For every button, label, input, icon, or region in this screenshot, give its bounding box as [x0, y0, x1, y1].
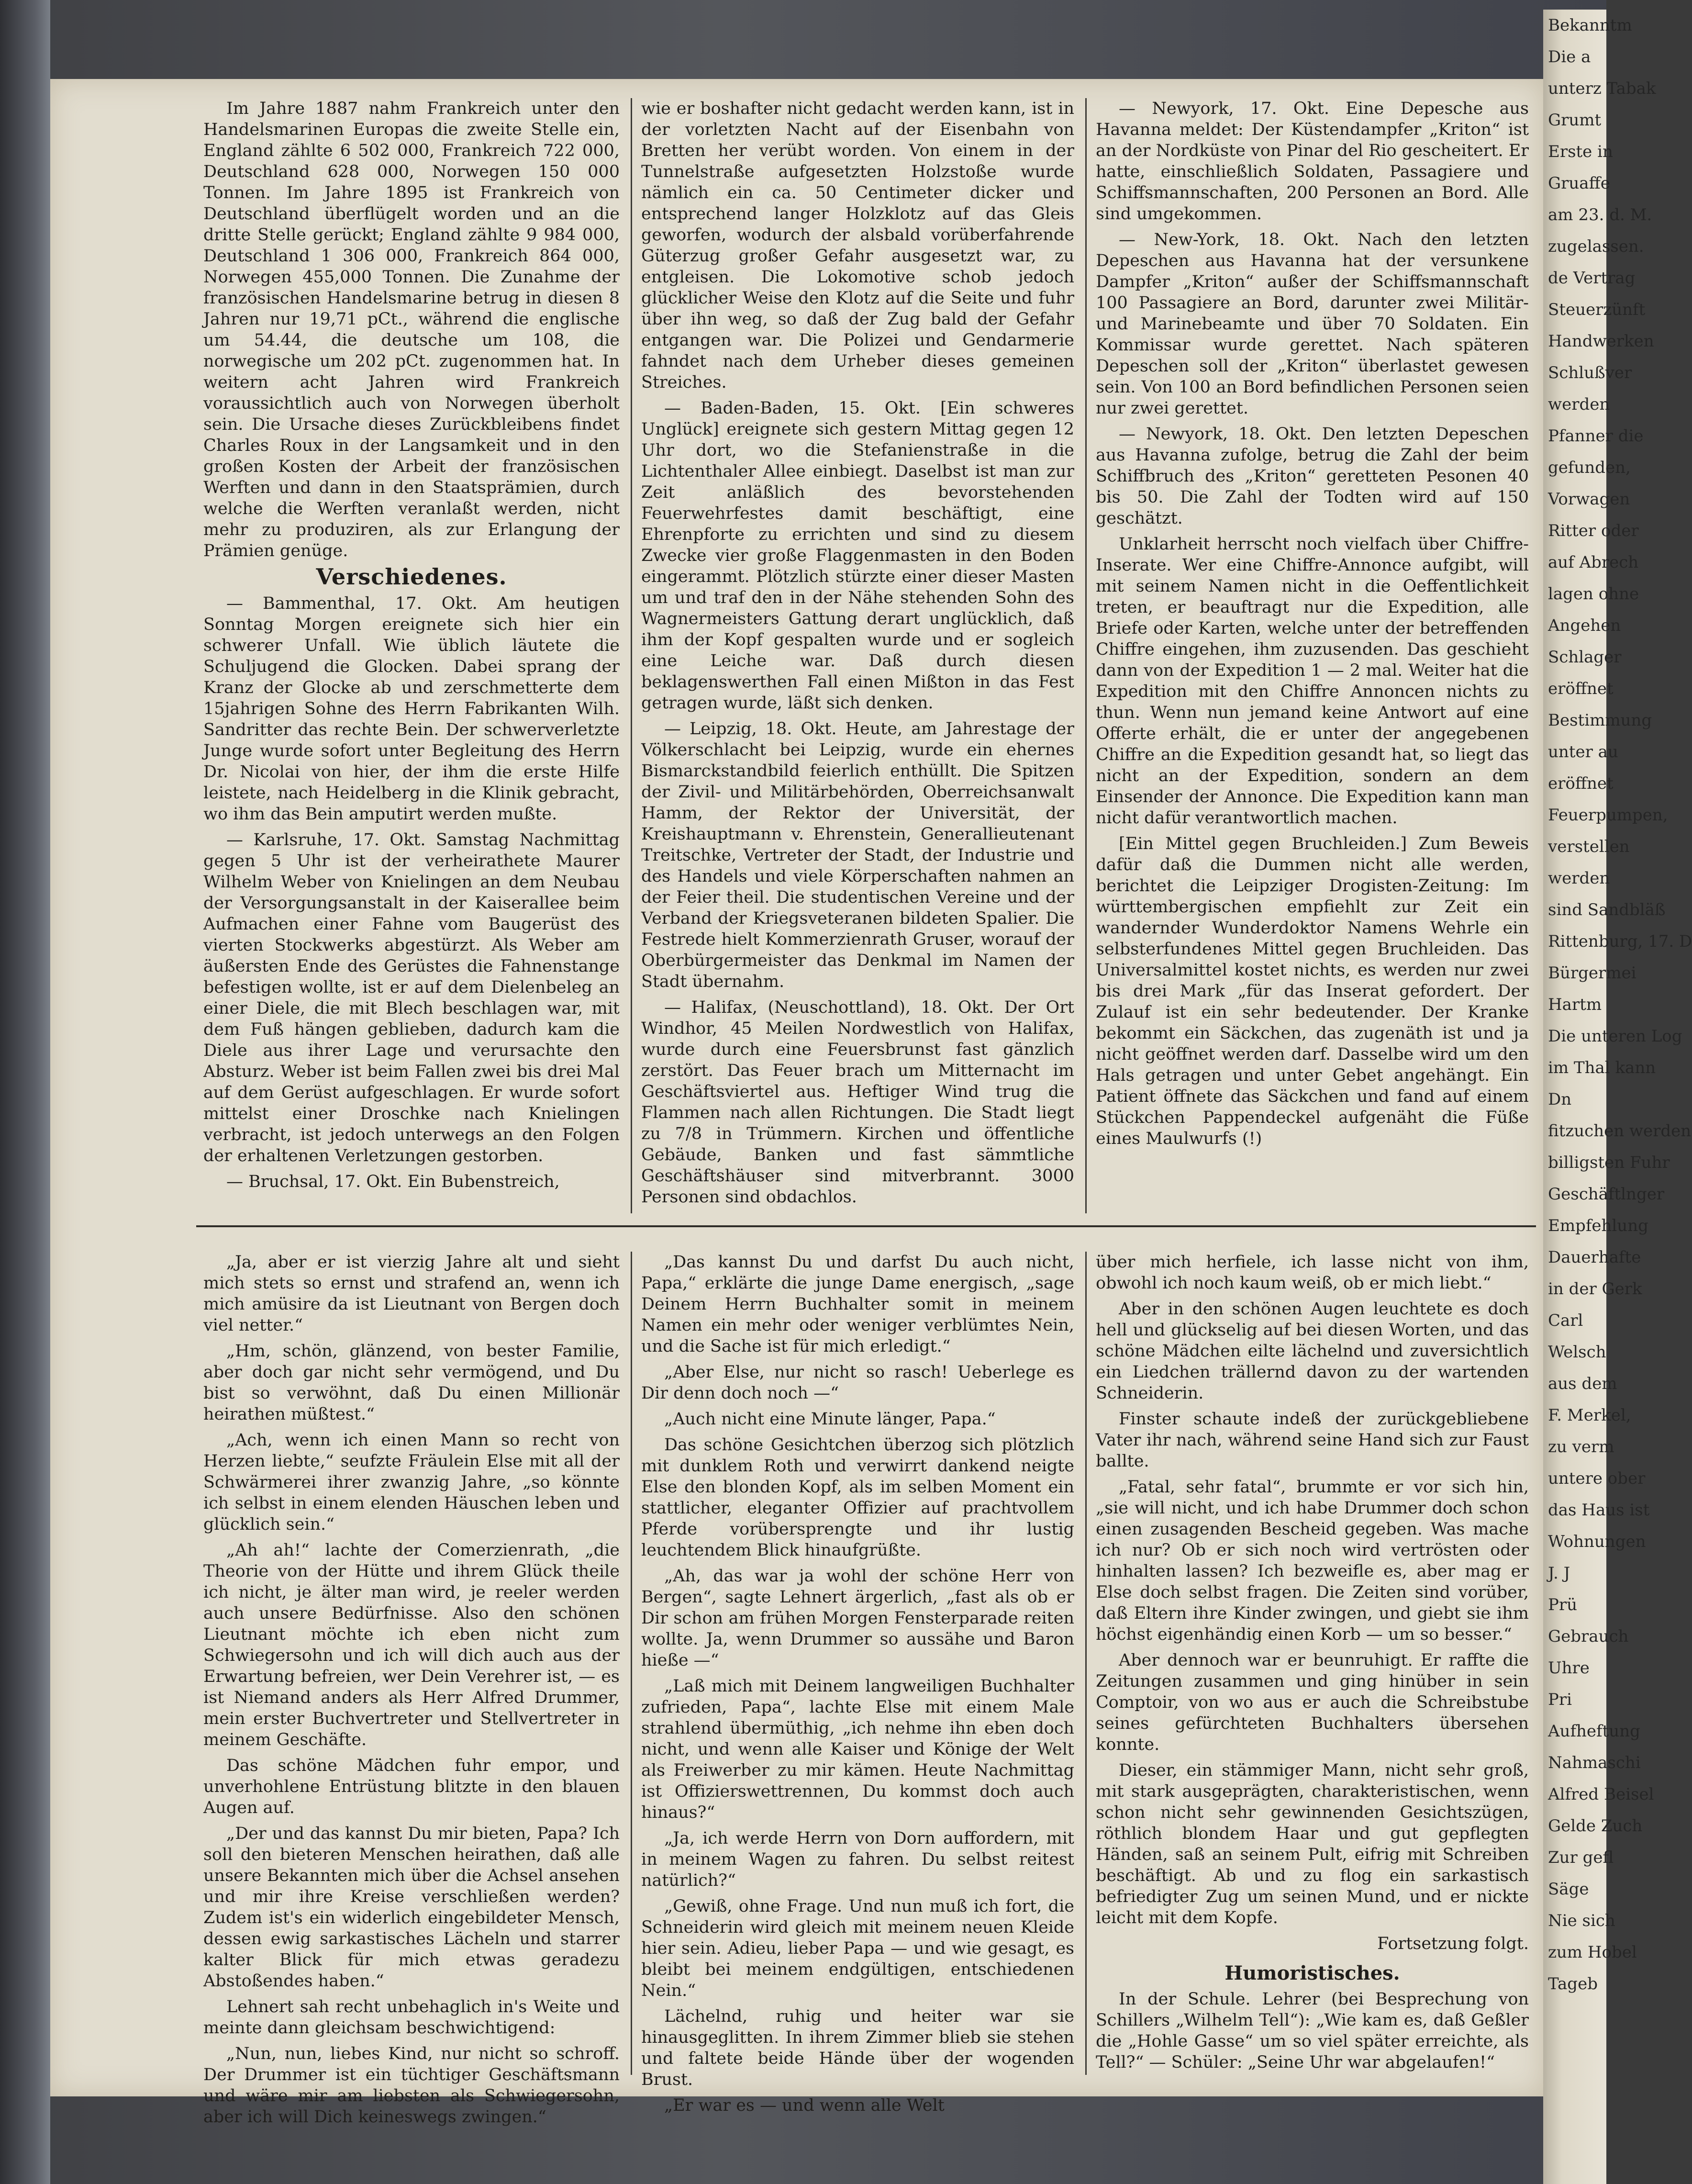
edge-fragment: Uhre [1548, 1658, 1590, 1678]
edge-fragment: Pri [1548, 1690, 1572, 1709]
story-paragraph: „Ja, aber er ist vierzig Jahre alt und sieht mich stets so ernst und strafend an, wenn ich mich amüsire da ist Lieutnant von Bergen doch viel netter.“ [203, 1253, 620, 1335]
edge-fragment: Steuerzünft [1548, 300, 1646, 319]
edge-fragment: Schlußver [1548, 363, 1632, 382]
edge-fragment: unter au [1548, 742, 1618, 762]
story-paragraph: Aber in den schönen Augen leuchtete es doch hell und glückselig auf bei diesen Worten, und das schöne Mädchen eilte lächelnd und zuversichtlich ein Liedchen trällernd davon zu der wartenden Schneiderin. [1096, 1299, 1529, 1403]
news-item: — New-York, 18. Okt. Nach den letzten Depeschen aus Havanna hat der versunkene Dampfer „Kriton“ außer der Schiffsmannschaft 100 Passagiere an Bord, darunter zwei Militär- und Marinebeamte und über 70 Soldaten. Ein Kommissar wurde gerettet. Nach späteren Depeschen soll der „Kriton“ überlastet gewesen sein. Von 100 an Bord befindlichen Personen seien nur zwei gerettet. [1096, 230, 1529, 418]
edge-fragment: zugelassen. [1548, 237, 1644, 256]
edge-fragment: Pfanner die [1548, 426, 1644, 446]
edge-fragment: eröffnet [1548, 679, 1614, 698]
edge-fragment: Bekanntm [1548, 16, 1632, 35]
story-paragraph: Lächelnd, ruhig und heiter war sie hinausgeglitten. In ihrem Zimmer blieb sie stehen und faltete beide Hände über der wogenden Brust. [641, 2007, 1074, 2089]
edge-fragment-list [1543, 10, 1692, 2000]
story-paragraph: „Nun, nun, liebes Kind, nur nicht so schroff. Der Drummer ist ein tüchtiger Geschäftsmann und wäre mir am liebsten als Schwiegersohn, aber ich will Dich keineswegs zwingen.“ [203, 2044, 620, 2127]
edge-fragment: im Thal kann [1548, 1058, 1656, 1077]
news-item: — Karlsruhe, 17. Okt. Samstag Nachmittag gegen 5 Uhr ist der verheirathete Maurer Wilhelm Weber von Knielingen an dem Neubau der Versorgungsanstalt in der Kaiserallee beim Aufmachen einer Fahne vom Baugerüst des vierten Stockwerks abgestürzt. Als Weber am äußersten Ende des Gerüstes die Fahnenstange befestigen wollte, ist er auf dem Dielenbeleg an einer Diele, die mit Blech beschlagen war, mit dem Fuß hängen geblieben, dadurch kam die Diele aus ihrer Lage und verursachte den Absturz. Weber ist beim Fallen zwei bis drei Mal auf dem Gerüst aufgeschlagen. Er wurde sofort mittelst einer Droschke nach Knielingen verbracht, ist jedoch unterwegs an den Folgen der erhaltenen Verletzungen gestorben. [203, 830, 620, 1165]
edge-fragment: in der Gerk [1548, 1279, 1642, 1299]
story-paragraph: Aber dennoch war er beunruhigt. Er raffte die Zeitungen zusammen und ging hinüber in sein Comptoir, von wo aus er auch die Schreibstube seines gefürchteten Buchhalters übersehen konnte. [1096, 1651, 1529, 1754]
edge-fragment: Welsch [1548, 1343, 1606, 1362]
edge-fragment: Die a [1548, 47, 1591, 67]
edge-fragment: Vorwagen [1548, 490, 1630, 509]
edge-fragment: zu verm [1548, 1437, 1614, 1456]
edge-fragment: Tageb [1548, 1974, 1598, 1994]
news-item: — Bammenthal, 17. Okt. Am heutigen Sonntag Morgen ereignete sich hier ein schwerer Unfall. Wie üblich läutete die Schuljugend die Glocken. Dabei sprang der Kranz der Glocke ab und zerschmetterte dem 15jahrigen Sohne des Herrn Fabrikanten Wilh. Sandritter das rechte Bein. Der schwerverletzte Junge wurde sofort unter Begleitung des Herrn Dr. Nicolai von hier, der ihm die erste Hilfe leistete, nach Heidelberg in die Klinik gebracht, wo ihm das Bein amputirt werden mußte. [203, 594, 620, 824]
edge-fragment: Geschäftlnger [1548, 1185, 1665, 1204]
edge-fragment: Aufheftung [1548, 1722, 1640, 1741]
edge-fragment: untere ober [1548, 1469, 1646, 1488]
edge-fragment: F. Merkel, [1548, 1406, 1631, 1425]
story-paragraph: Das schöne Gesichtchen überzog sich plötzlich mit dunklem Roth und verwirrt dankend neigte Else den blonden Kopf, als im selben Moment ein stattlicher, eleganter Offizier auf prachtvollem Pferde vorübersprengte und ihr lustig leuchtendem Blick hinaufgrüßte. [641, 1435, 1074, 1560]
column-rule-4 [1085, 1252, 1087, 2075]
edge-fragment: fitzuchen werden [1548, 1121, 1692, 1141]
story-paragraph: „Der und das kannst Du mir bieten, Papa? Ich soll den bieteren Menschen heirathen, daß alle unsere Bekannten mich über die Achsel ansehen und mir ihre Kreise verschließen werden? Zudem ist's ein widerlich eingebildeter Mensch, dessen ewig sarkastisches Lächeln und starrer kalter Blick für mich etwas geradezu Abstoßendes haben.“ [203, 1824, 620, 1991]
edge-fragment: Gebrauch [1548, 1627, 1629, 1646]
column-1 [203, 98, 620, 1218]
column-rule-1 [631, 98, 632, 1213]
news-item: wie er boshafter nicht gedacht werden kann, ist in der vorletzten Nacht auf der Eisenbahn von Bretten her verübt worden. Von einem in der Tunnelstraße aufgesetzten Holzstoße wurde nämlich ein ca. 50 Centimeter dicker und entsprechend langer Holzklotz auf das Gleis geworfen, wodurch der alsbald vorüberfahrende Güterzug großer Gefahr ausgesetzt war, zu entgleisen. Die Lokomotive schob jedoch glücklicher Weise den Klotz auf die Seite und fuhr über ihn weg, so daß der Zug bald der Gefahr entgangen war. Die Polizei und Gendarmerie fahndet nach dem Urheber dieses gemeinen Streiches. [641, 99, 1074, 392]
story-paragraph: Lehnert sah recht unbehaglich in's Weite und meinte dann gleichsam beschwichtigend: [203, 1997, 620, 2038]
edge-fragment: Bürgermei [1548, 963, 1636, 983]
edge-fragment: werden [1548, 869, 1610, 888]
story-paragraph: „Gewiß, ohne Frage. Und nun muß ich fort, die Schneiderin wird gleich mit meinem neuen Kleide hier sein. Adieu, lieber Papa — und wie gesagt, es bleibt bei meinem endgültigen, entschiedenen Nein.“ [641, 1897, 1074, 2000]
story-paragraph: „Ah ah!“ lachte der Comerzienrath, „die Theorie von der Hütte und ihrem Glück theile ich nicht, je älter man wird, je reeler werden auch unsere Bedürfnisse. Also den schönen Lieutnant möchte ich eben nicht zum Schwiegersohn und ich will dich auch aus der Erwartung befreien, wer Dein Verehrer ist, — es ist Niemand anders als Herr Alfred Drummer, mein erster Buchvertreter und Stellvertreter in meinem Geschäfte. [203, 1541, 620, 1749]
edge-fragment: Zur gefl [1548, 1848, 1614, 1867]
story-paragraph: „Er war es — und wenn alle Welt [664, 2096, 945, 2115]
edge-fragment: Gruaffe [1548, 174, 1610, 193]
edge-fragment: Nahmaschi [1548, 1753, 1641, 1772]
news-item: — Bruchsal, 17. Okt. Ein Bubenstreich, [226, 1172, 560, 1191]
edge-fragment: Feuerpumpen, [1548, 806, 1668, 825]
story-paragraph: „Ja, ich werde Herrn von Dorn auffordern, mit in meinem Wagen zu fahren. Du selbst reitest natürlich?“ [641, 1829, 1074, 1890]
column-5 [641, 1252, 1074, 2115]
edge-fragment: das Haus ist [1548, 1501, 1650, 1520]
story-paragraph: „Ach, wenn ich einen Mann so recht von Herzen liebte,“ seufzte Fräulein Else mit all der Schwärmerei ihrer zwanzig Jahre, „so könnte ich selbst in einem elenden Häuschen leben und glücklich sein.“ [203, 1431, 620, 1534]
edge-fragment: Säge [1548, 1880, 1589, 1899]
binding-board [0, 0, 50, 2184]
news-item: — Halifax, (Neuschottland), 18. Okt. Der Ort Windhor, 45 Meilen Nordwestlich von Halifax, wurde durch eine Feuersbrunst fast gänzlich zerstört. Das Feuer brach um Mitternacht im Geschäftsviertel aus. Heftiger Wind trug die Flammen nach allen Richtungen. Die Stadt liegt zu 7/8 in Trümmern. Kirchen und öffentliche Gebäude, Banken und fast sämmtliche Geschäftshäuser sind mitverbrannt. 3000 Personen sind obdachlos. [641, 998, 1074, 1207]
edge-fragment: Alfred Beisel [1548, 1785, 1654, 1804]
continued-note: Fortsetzung folgt. [1377, 1934, 1529, 1953]
edge-fragment: Dauerhafte [1548, 1248, 1641, 1267]
news-item: Unklarheit herrscht noch vielfach über Chiffre-Inserate. Wer eine Chiffre-Annonce aufgibt, will mit seinem Namen nicht in die Oeffentlichkeit treten, er beauftragt nur die Expedition, alle Briefe oder Karten, welche unter der betreffenden Chiffre eingehen, ihm zuzusenden. Das geschieht dann von der Expedition 1 — 2 mal. Weiter hat die Expedition mit den Chiffre Annoncen nichts zu thun. Wenn nun jemand keine Antwort auf eine Offerte erhält, die er unter der angegebenen Chiffre an die Expedition gesandt hat, so liegt das nicht an der Expedition, sondern an dem Einsender der Annonce. Die Expedition kann man nicht dafür verantwortlich machen. [1096, 535, 1529, 828]
edge-fragment: eröffnet [1548, 774, 1614, 793]
joke-paragraph: In der Schule. Lehrer (bei Besprechung von Schillers „Wilhelm Tell“): „Wie kam es, daß Geßler die „Hohle Gasse“ um so viel später erreichte, als Tell?“ — Schüler: „Seine Uhr war abgelaufen!“ [1096, 1990, 1529, 2072]
edge-fragment: lagen ohne [1548, 584, 1639, 604]
edge-fragment: gefunden, [1548, 458, 1631, 477]
edge-fragment: Erste in [1548, 142, 1613, 161]
story-paragraph: „Aber Else, nur nicht so rasch! Ueberlege es Dir denn doch noch —“ [641, 1363, 1074, 1403]
edge-fragment: Empfehlung [1548, 1216, 1648, 1235]
story-paragraph: Dieser, ein stämmiger Mann, nicht sehr groß, mit stark ausgeprägten, charakteristischen, wenn schon nicht sehr gewinnenden Gesichtszügen, röthlich blondem Haar und gut gepflegten Händen, saß an seinem Pult, eifrig mit Schreiben beschäftigt. Ab und zu flog ein sarkastisch befriedigter Zug um seinen Mund, und er nickte leicht mit dem Kopfe. [1096, 1761, 1529, 1927]
edge-fragment: Carl [1548, 1311, 1583, 1330]
edge-fragment: Handwerken [1548, 332, 1654, 351]
edge-fragment: Bestimmung [1548, 711, 1652, 730]
edge-fragment: Wohnungen [1548, 1532, 1646, 1551]
column-3 [1096, 98, 1529, 1218]
news-item: — Baden-Baden, 15. Okt. [Ein schweres Unglück] ereignete sich gestern Mittag gegen 12 Uhr dort, wo die Stefanienstraße in die Lichtenthaler Allee einbiegt. Daselbst ist man zur Zeit anläßlich des bevorstehenden Feuerwehrfestes damit beschäftigt, eine Ehrenpforte zu errichten und sind zu diesem Zwecke vier große Flaggenmasten in den Boden eingerammt. Plötzlich stürzte einer dieser Masten um und traf den in der Nähe stehenden Sohn des Wagnermeisters Gattung derart unglücklich, daß ihm der Kopf gespalten wurde und er sogleich eine Leiche war. Daß durch diesen beklagenswerthen Fall einen Mißton in das Fest getragen wurde, läßt sich denken. [641, 399, 1074, 713]
story-paragraph: „Hm, schön, glänzend, von bester Familie, aber doch gar nicht sehr vermögend, und Du bist so verwöhnt, daß Du einen Millionär heirathen müßtest.“ [203, 1342, 620, 1424]
edge-fragment: werden [1548, 395, 1610, 414]
column-4 [203, 1252, 620, 2127]
edge-fragment: Grumt [1548, 111, 1602, 130]
edge-fragment: billigsten Fuhr [1548, 1153, 1670, 1172]
edge-fragment: verstellen [1548, 837, 1630, 856]
column-6 [1096, 1252, 1529, 2080]
edge-fragment: Rittenburg, 17. D [1548, 932, 1692, 951]
edge-fragment: am 23. d. M. [1548, 205, 1652, 224]
edge-fragment: Hartm [1548, 995, 1602, 1014]
column-rule-3 [631, 1252, 632, 2075]
edge-fragment: Dn [1548, 1090, 1572, 1109]
edge-fragment: Ritter oder [1548, 521, 1639, 540]
story-paragraph: über mich herfiele, ich lasse nicht von ihm, obwohl ich noch kaum weiß, ob er mich liebt.“ [1096, 1253, 1529, 1293]
edge-fragment: Schlager [1548, 648, 1622, 667]
news-item: — Leipzig, 18. Okt. Heute, am Jahrestage der Völkerschlacht bei Leipzig, wurde ein ehernes Bismarckstandbild feierlich enthüllt. Die Spitzen der Zivil- und Militärbehörden, Oberreichsanwalt Hamm, der Rektor der Universität, der Kreishauptmann v. Ehrenstein, Generallieutenant Treitschke, Vertreter der Stadt, der Industrie und des Handels und viele Körperschaften nahmen an der Feier theil. Die studentischen Vereine und der Verband der Kriegsveteranen bildeten Spalier. Die Festrede hielt Kommerzienrath Gruser, worauf der Oberbürgermeister das Denkmal im Namen der Stadt übernahm. [641, 719, 1074, 991]
story-paragraph: „Laß mich mit Deinem langweiligen Buchhalter zufrieden, Papa“, lachte Else mit einem Male strahlend übermüthig, „ich nehme ihn eben doch nicht, und wenn alle Kaiser und Könige der Welt als Freiwerber zu mir kämen. Heute Nachmittag ist Offizierswettrennen, Du kommst doch auch hinaus?“ [641, 1677, 1074, 1822]
column-2 [641, 98, 1074, 1218]
edge-fragment: zum Hobel [1548, 1943, 1637, 1962]
edge-fragment: de Vertrag [1548, 269, 1636, 288]
edge-fragment: sind Sandbläß [1548, 900, 1666, 919]
news-item: — Newyork, 17. Okt. Eine Depesche aus Havanna meldet: Der Küstendampfer „Kriton“ ist an der Nordküste von Pinar del Rio gescheitert. Er hatte, einschließlich Soldaten, Passagiere und Schiffsmannschaften, 200 Personen an Bord. Alle sind umgekommen. [1096, 99, 1529, 224]
edge-fragment: Nie sich [1548, 1911, 1615, 1930]
column-rule-2 [1085, 98, 1087, 1213]
section-title-verschiedenes: Verschiedenes. [316, 564, 507, 590]
edge-fragment: aus dem [1548, 1374, 1617, 1393]
edge-fragment: unterz Tabak [1548, 79, 1656, 98]
story-paragraph: Finster schaute indeß der zurückgebliebene Vater ihr nach, während seine Hand sich zur Faust ballte. [1096, 1410, 1529, 1471]
story-paragraph: „Fatal, sehr fatal“, brummte er vor sich hin, „sie will nicht, und ich habe Drummer doch schon einen zusagenden Bescheid gegeben. Was mache ich nur? Ob er sich noch wird vertrösten oder hinhalten lassen? Ich bezweifle es, aber mag er Else doch selbst fragen. Die Zeiten sind vorüber, daß Eltern ihre Kinder zwingen, und giebt sie ihm höchst eigenhändig einen Korb — um so besser.“ [1096, 1478, 1529, 1644]
next-page-edge [1543, 10, 1692, 2184]
section-title-humoristisches: Humoristisches. [1224, 1962, 1400, 1984]
story-paragraph: „Das kannst Du und darfst Du auch nicht, Papa,“ erklärte die junge Dame energisch, „sage Deinem Herrn Buchhalter somit in meinem Namen ein mehr oder weniger verblümtes Nein, und die Sache ist für mich erledigt.“ [641, 1253, 1074, 1356]
news-item: [Ein Mittel gegen Bruchleiden.] Zum Beweis dafür daß die Dummen nicht alle werden, berichtet die Leipziger Drogisten-Zeitung: Im württembergischen empfiehlt zur Zeit ein wandernder Wunderdoktor Namens Wehrle ein selbsterfundenes Mittel gegen Bruchleiden. Das Universalmittel kostet nichts, es werden nur zwei bis drei Mark „für das Inserat gefordert. Der Zulauf ist ein sehr bedeutender. Der Kranke bekommt ein Säckchen, das zugenäth ist und ja nicht geöffnet werden darf. Dasselbe wird um den Hals getragen und unter Gebet angehängt. Ein Patient öffnete das Säckchen und fand auf einem Stückchen Pappendeckel aufgenäht die Füße eines Maulwurfs (!) [1096, 834, 1529, 1148]
edge-fragment: Angehen [1548, 616, 1621, 635]
edge-fragment: auf Abrech [1548, 553, 1639, 572]
story-paragraph: Das schöne Mädchen fuhr empor, und unverhohlene Entrüstung blitzte in den blauen Augen auf. [203, 1756, 620, 1817]
feuilleton-rule [196, 1225, 1536, 1227]
article-merchant-marine: Im Jahre 1887 nahm Frankreich unter den Handelsmarinen Europas die zweite Stelle ein, England zählte 6 502 000, Frankreich 722 000, Deutschland 628 000, Norwegen 150 000 Tonnen. Im Jahre 1895 ist Frankreich von Deutschland überflügelt worden und an die dritte Stelle gerückt; England zählte 9 984 000, Deutschland 1 306 000, Frankreich 864 000, Norwegen 455,000 Tonnen. Die Zunahme der französischen Handelsmarine betrug in diesen 8 Jahren nur 19,71 pCt., während die englische um 54.44, die deutsche um 108, die norwegische um 202 pCt. zugenommen hat. In weitern acht Jahren wird Frankreich voraussichtlich auch von Norwegen überholt sein. Die Ursache dieses Zurückbleibens findet Charles Roux in der Langsamkeit und in den großen Kosten der Arbeit der französischen Werften und dann in den Staatsprämien, durch welche die Werften veranlaßt werden, nicht mehr zu produziren, als zur Erlangung der Prämien genüge. [203, 99, 620, 560]
story-paragraph: „Auch nicht eine Minute länger, Papa.“ [664, 1410, 996, 1429]
edge-fragment: Die unteren Log [1548, 1027, 1682, 1046]
edge-fragment: J. J [1548, 1564, 1570, 1583]
edge-fragment: Prü [1548, 1595, 1578, 1614]
story-paragraph: „Ah, das war ja wohl der schöne Herr von Bergen“, sagte Lehnert ärgerlich, „fast als ob er Dir schon am frühen Morgen Fensterparade reiten wollte. Ja, wenn Drummer so aussähe und Baron hieße —“ [641, 1567, 1074, 1670]
news-item: — Newyork, 18. Okt. Den letzten Depeschen aus Havanna zufolge, betrug die Zahl der beim Schiffbruch des „Kriton“ geretteten Pesonen 40 bis 50. Die Zahl der Todten wird auf 150 geschätzt. [1096, 425, 1529, 528]
edge-fragment: Gelde Zuch [1548, 1816, 1643, 1836]
